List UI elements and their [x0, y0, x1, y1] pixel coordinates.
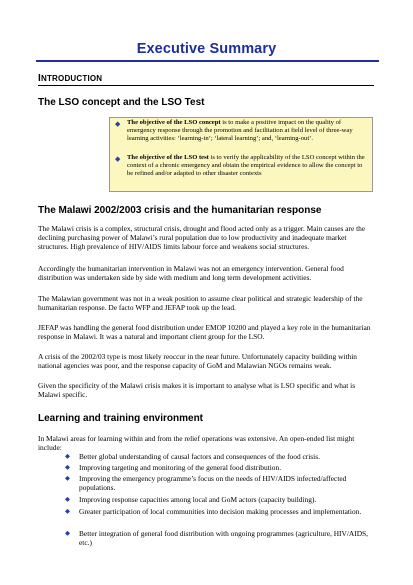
malawi-paragraph: The Malawi crisis is a complex, structural crisis, drought and flood acted only as a trigger. Main causes are the declining purchasing power of Malawi’s rural population due to low productivity and inadequate market structures. High prevalence of HIV/AIDS limits labour force and weakens social structures.	[38, 224, 366, 251]
diamond-bullet-icon: ◆	[115, 155, 121, 163]
title-divider	[36, 60, 379, 62]
callout-item-concept-text: is to make a positive impact on the quality of emergency response through the promotion and facilitation at field level of three-way learning activities: ‘learning-in’; ‘lateral learning’; and, ‘learning-out’.	[127, 119, 353, 143]
malawi-paragraph: The Malawian government was not in a weak position to assume clear political and strategic leadership of the humanitarian response. De facto WFP and JEFAP took up the lead.	[38, 294, 363, 312]
callout-item-test-bold: The objective of the LSO test	[127, 154, 209, 161]
callout-item-test-text: is to verify the applicability of the LSO concept within the context of a chronic emergency and obtain the empirical evidence to allow the concept to be refined and/or adapted to other disaster contexts	[127, 154, 365, 178]
diamond-bullet-icon: ◆	[65, 495, 70, 503]
diamond-bullet-icon: ◆	[65, 529, 70, 537]
introduction-divider	[38, 85, 374, 86]
malawi-section-heading: The Malawi 2002/2003 crisis and the humanitarian response	[38, 205, 322, 216]
learning-list-item: Improving targeting and monitoring of the general food distribution.	[79, 463, 282, 472]
learning-list-item: Improving the emergency programme’s focus on the needs of HIV/AIDS infected/affected populations.	[79, 474, 347, 492]
learning-list-item: Greater participation of local communities into decision making processes and implementation.	[79, 507, 362, 516]
malawi-paragraph: A crisis of the 2002/03 type is most likely reoccur in the near future. Unfortunately capacity building within national agencies was poor, and the response capacity of GoM and Malawian NGOs remains weak.	[38, 352, 357, 370]
malawi-paragraph: JEFAP was handling the general food distribution under EMOP 10200 and played a key role in the humanitarian response in Malawi. It was a natural and important client group for the LSO.	[38, 323, 371, 341]
diamond-bullet-icon: ◆	[65, 452, 70, 460]
introduction-heading-initial: I	[38, 73, 41, 84]
callout-item-concept	[127, 119, 369, 144]
introduction-heading-rest: NTRODUCTION	[40, 74, 103, 83]
learning-section-heading: Learning and training environment	[38, 413, 204, 424]
page-title: Executive Summary	[136, 41, 277, 57]
learning-intro-paragraph: In Malawi areas for learning within and from the relief operations was extensive. An open-ended list might include:	[38, 434, 355, 452]
callout-item-concept-bold: The objective of the LSO concept	[127, 119, 221, 126]
lso-section-heading: The LSO concept and the LSO Test	[38, 97, 205, 108]
diamond-bullet-icon: ◆	[65, 463, 70, 471]
learning-list-item: Better integration of general food distribution with ongoing programmes (agriculture, HIV/AIDS, etc.)	[79, 529, 368, 547]
diamond-bullet-icon: ◆	[65, 507, 70, 515]
learning-list-item: Improving response capacities among local and GoM actors (capacity building).	[79, 495, 317, 504]
introduction-heading	[38, 73, 102, 84]
learning-list-item: Better global understanding of causal factors and consequences of the food crisis.	[79, 452, 320, 461]
objectives-callout-box	[109, 117, 373, 192]
diamond-bullet-icon: ◆	[65, 474, 70, 482]
callout-item-test	[127, 154, 369, 179]
malawi-paragraph: Accordingly the humanitarian intervention in Malawi was not an emergency intervention. General food distribution was undertaken side by side with medium and long term development activities.	[38, 264, 344, 282]
diamond-bullet-icon: ◆	[115, 120, 121, 128]
malawi-paragraph: Given the specificity of the Malawi crisis makes it is important to analyse what is LSO specific and what is Malawi specific.	[38, 381, 356, 399]
